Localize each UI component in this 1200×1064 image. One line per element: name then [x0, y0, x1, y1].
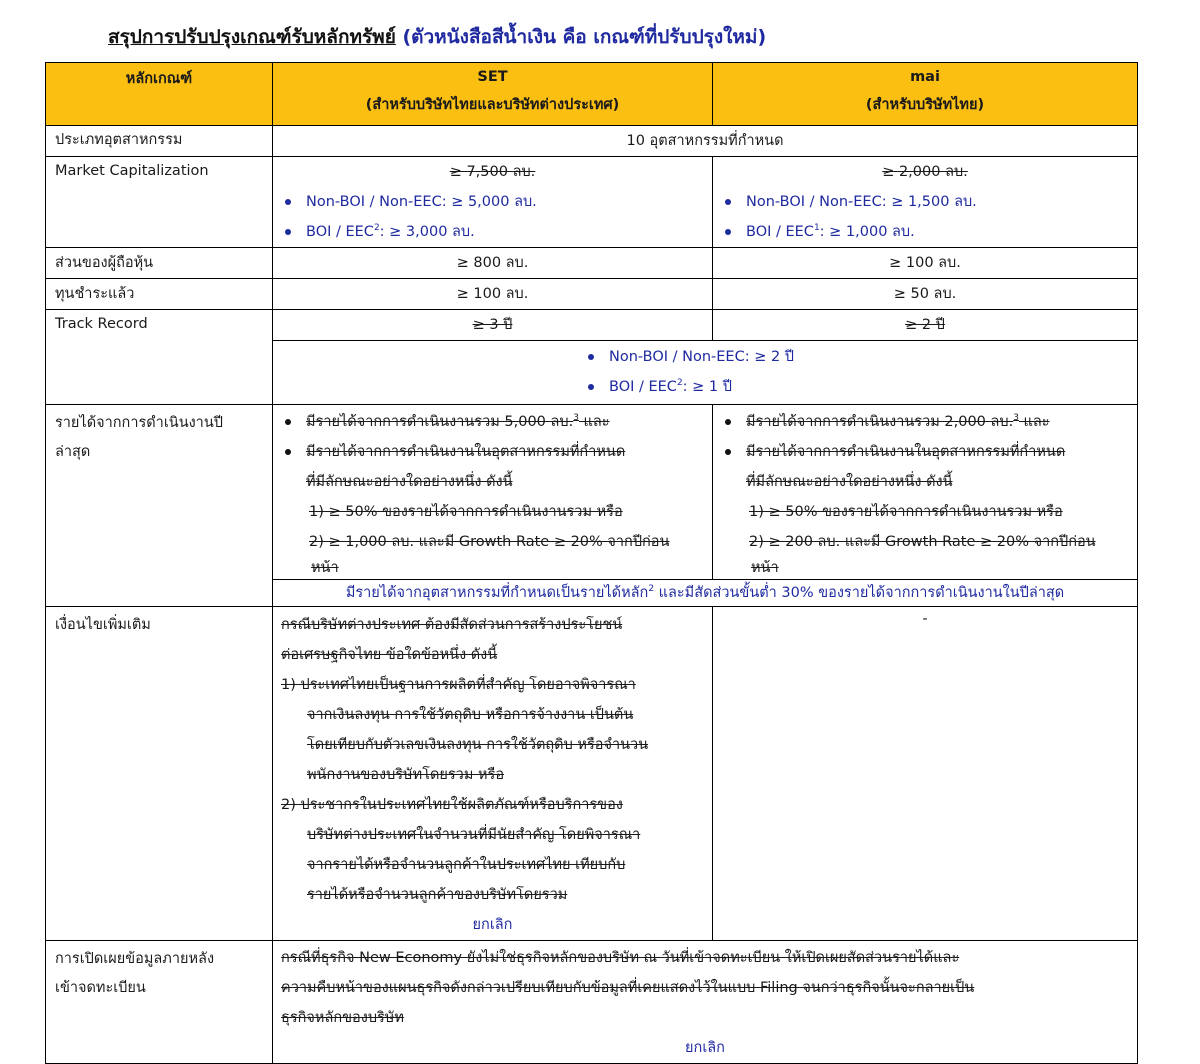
- extra-cancel: ยกเลิก: [472, 917, 513, 933]
- track-new-boi: BOI / $EEC^2$: ≥ 1 ปี: [576, 372, 1137, 402]
- track-new-nonboi: Non-BOI / Non-EEC: ≥ 2 ปี: [576, 342, 1137, 372]
- industry-value: 10 อุตสาหกรรมที่กำหนด: [273, 126, 1138, 157]
- header-set-name: SET: [477, 69, 508, 85]
- revenue-new: มีรายได้จากอุตสาหกรรมที่กำหนดเป็นรายได้หลัก$^2$ และมีสัดส่วนขั้นต่ำ 30% ของรายได้จากการดำเนินงานในปีล่าสุด: [273, 580, 1138, 607]
- equity-mai: ≥ 100 ลบ.: [713, 248, 1138, 279]
- disclosure-value: กรณีที่ธุรกิจ New Economy ยังไม่ใช่ธุรกิจหลักของบริษัท ณ วันที่เข้าจดทะเบียน ให้เปิดเผยสัดส่วนรายได้และ ความคืบหน้าของแผนธุรกิจดังกล่าวเปรียบเทียบกับข้อมูลที่เคยแสดงไว้ในแบบ Filing จนกว่าธุรกิจนั้นจะกลายเป็น ธุรกิจหลักของบริษัท ยกเลิก: [273, 941, 1138, 1064]
- title-main: สรุปการปรับปรุงเกณฑ์รับหลักทรัพย์: [108, 26, 396, 48]
- table-row-track: [46, 310, 1138, 341]
- row-label-paidup: ทุนชำระแล้ว: [46, 279, 273, 310]
- row-label-revenue: รายได้จากการดำเนินงานปี ล่าสุด: [46, 405, 273, 607]
- disclosure-cancel: ยกเลิก: [685, 1040, 725, 1056]
- table-row-disclosure: [46, 941, 1138, 1064]
- page-title: [108, 22, 766, 52]
- mcap-mai-boi: BOI / $EEC^1$: ≥ 1,000 ลบ.: [713, 217, 1137, 247]
- mcap-set: [273, 157, 713, 248]
- row-label-industry: ประเภทอุตสาหกรรม: [46, 126, 273, 157]
- mcap-mai-old: ≥ 2,000 ลบ.: [882, 164, 968, 180]
- header-mai-sub: (สำหรับบริษัทไทย): [865, 97, 985, 113]
- table-row-equity: [46, 248, 1138, 279]
- table-row-revenue: [46, 405, 1138, 580]
- revenue-set-i2: 2) ≥ 1,000 ลบ. และมี Growth Rate ≥ 20% จากปีก่อน: [309, 534, 670, 550]
- revenue-set: มีรายได้จากการดำเนินงานรวม 5,000 ลบ.$^3$ และ มีรายได้จากการดำเนินงานในอุตสาหกรรมที่กำหนด ที่มีลักษณะอย่างใดอย่างหนึ่ง ดังนี้ 1) ≥ 50% ของรายได้จากการดำเนินงานรวม หรือ 2) ≥ 1,000 ลบ. และมี Growth Rate ≥ 20% จากปีก่อน หน้า: [273, 405, 713, 580]
- track-new: [273, 341, 1138, 405]
- revenue-set-i1: 1) ≥ 50% ของรายได้จากการดำเนินงานรวม หรือ: [309, 504, 623, 520]
- table-row-industry: [46, 126, 1138, 157]
- revenue-mai-b2: มีรายได้จากการดำเนินงานในอุตสาหกรรมที่กำหนด: [713, 437, 1137, 467]
- title-note: (ตัวหนังสือสีน้ำเงิน คือ เกณฑ์ที่ปรับปรุงใหม่): [402, 26, 767, 48]
- row-label-equity: ส่วนของผู้ถือหุ้น: [46, 248, 273, 279]
- mcap-set-nonboi: Non-BOI / Non-EEC: ≥ 5,000 ลบ.: [273, 187, 712, 217]
- row-label-disclosure: การเปิดเผยข้อมูลภายหลัง เข้าจดทะเบียน: [46, 941, 273, 1064]
- row-label-track: Track Record: [46, 310, 273, 405]
- header-mai: [713, 63, 1138, 126]
- row-label-extra: เงื่อนไขเพิ่มเติม: [46, 607, 273, 941]
- row-label-mcap: Market Capitalization: [46, 157, 273, 248]
- extra-item-1: 1) ประเทศไทยเป็นฐานการผลิตที่สำคัญ โดยอาจพิจารณา: [281, 677, 636, 693]
- mcap-set-old: ≥ 7,500 ลบ.: [449, 164, 536, 180]
- header-set: [273, 63, 713, 126]
- table-header-row: [46, 63, 1138, 126]
- mcap-mai-nonboi: Non-BOI / Non-EEC: ≥ 1,500 ลบ.: [713, 187, 1137, 217]
- equity-set: ≥ 800 ลบ.: [273, 248, 713, 279]
- revenue-mai: มีรายได้จากการดำเนินงานรวม 2,000 ลบ.$^3$ และ มีรายได้จากการดำเนินงานในอุตสาหกรรมที่กำหนด ที่มีลักษณะอย่างใดอย่างหนึ่ง ดังนี้ 1) ≥ 50% ของรายได้จากการดำเนินงานรวม หรือ 2) ≥ 200 ลบ. และมี Growth Rate ≥ 20% จากปีก่อน หน้า: [713, 405, 1138, 580]
- extra-item-2: 2) ประชากรในประเทศไทยใช้ผลิตภัณฑ์หรือบริการของ: [281, 797, 623, 813]
- revenue-mai-i2: 2) ≥ 200 ลบ. และมี Growth Rate ≥ 20% จากปีก่อน: [749, 534, 1096, 550]
- header-mai-name: mai: [910, 69, 940, 85]
- extra-set: กรณีบริษัทต่างประเทศ ต้องมีสัดส่วนการสร้างประโยชน์ ต่อเศรษฐกิจไทย ข้อใดข้อหนึ่ง ดังนี้ 1) ประเทศไทยเป็นฐานการผลิตที่สำคัญ โดยอาจพิจารณา จากเงินลงทุน การใช้วัตถุดิบ หรือการจ้างงาน เป็นต้น โดยเทียบกับตัวเลขเงินลงทุน การใช้วัตถุดิบ หรือจำนวน พนักงานของบริษัทโดยรวม หรือ 2) ประชากรในประเทศไทยใช้ผลิตภัณฑ์หรือบริการของ บริษัทต่างประเทศในจำนวนที่มีนัยสำคัญ โดยพิจารณา จากรายได้หรือจำนวนลูกค้าในประเทศไทย เทียบกับ รายได้หรือจำนวนลูกค้าของบริษัทโดยรวม ยกเลิก: [273, 607, 713, 941]
- track-set-old: ≥ 3 ปี: [273, 310, 713, 341]
- header-criteria: หลักเกณฑ์: [46, 63, 273, 126]
- paidup-set: ≥ 100 ลบ.: [273, 279, 713, 310]
- revenue-mai-i1: 1) ≥ 50% ของรายได้จากการดำเนินงานรวม หรือ: [749, 504, 1063, 520]
- mcap-set-boi: BOI / $EEC^2$: ≥ 3,000 ลบ.: [273, 217, 712, 247]
- table-row-paidup: [46, 279, 1138, 310]
- mcap-mai: [713, 157, 1138, 248]
- revenue-set-b1: มีรายได้จากการดำเนินงานรวม 5,000 ลบ.$^3$ และ: [273, 407, 712, 437]
- revenue-mai-b1: มีรายได้จากการดำเนินงานรวม 2,000 ลบ.$^3$ และ: [713, 407, 1137, 437]
- revenue-set-b2: มีรายได้จากการดำเนินงานในอุตสาหกรรมที่กำหนด: [273, 437, 712, 467]
- criteria-table: [45, 62, 1138, 1064]
- header-set-sub: (สำหรับบริษัทไทยและบริษัทต่างประเทศ): [365, 97, 620, 113]
- table-row-extra: [46, 607, 1138, 941]
- track-mai-old: ≥ 2 ปี: [713, 310, 1138, 341]
- paidup-mai: ≥ 50 ลบ.: [713, 279, 1138, 310]
- extra-mai: -: [713, 607, 1138, 941]
- table-row-mcap: [46, 157, 1138, 248]
